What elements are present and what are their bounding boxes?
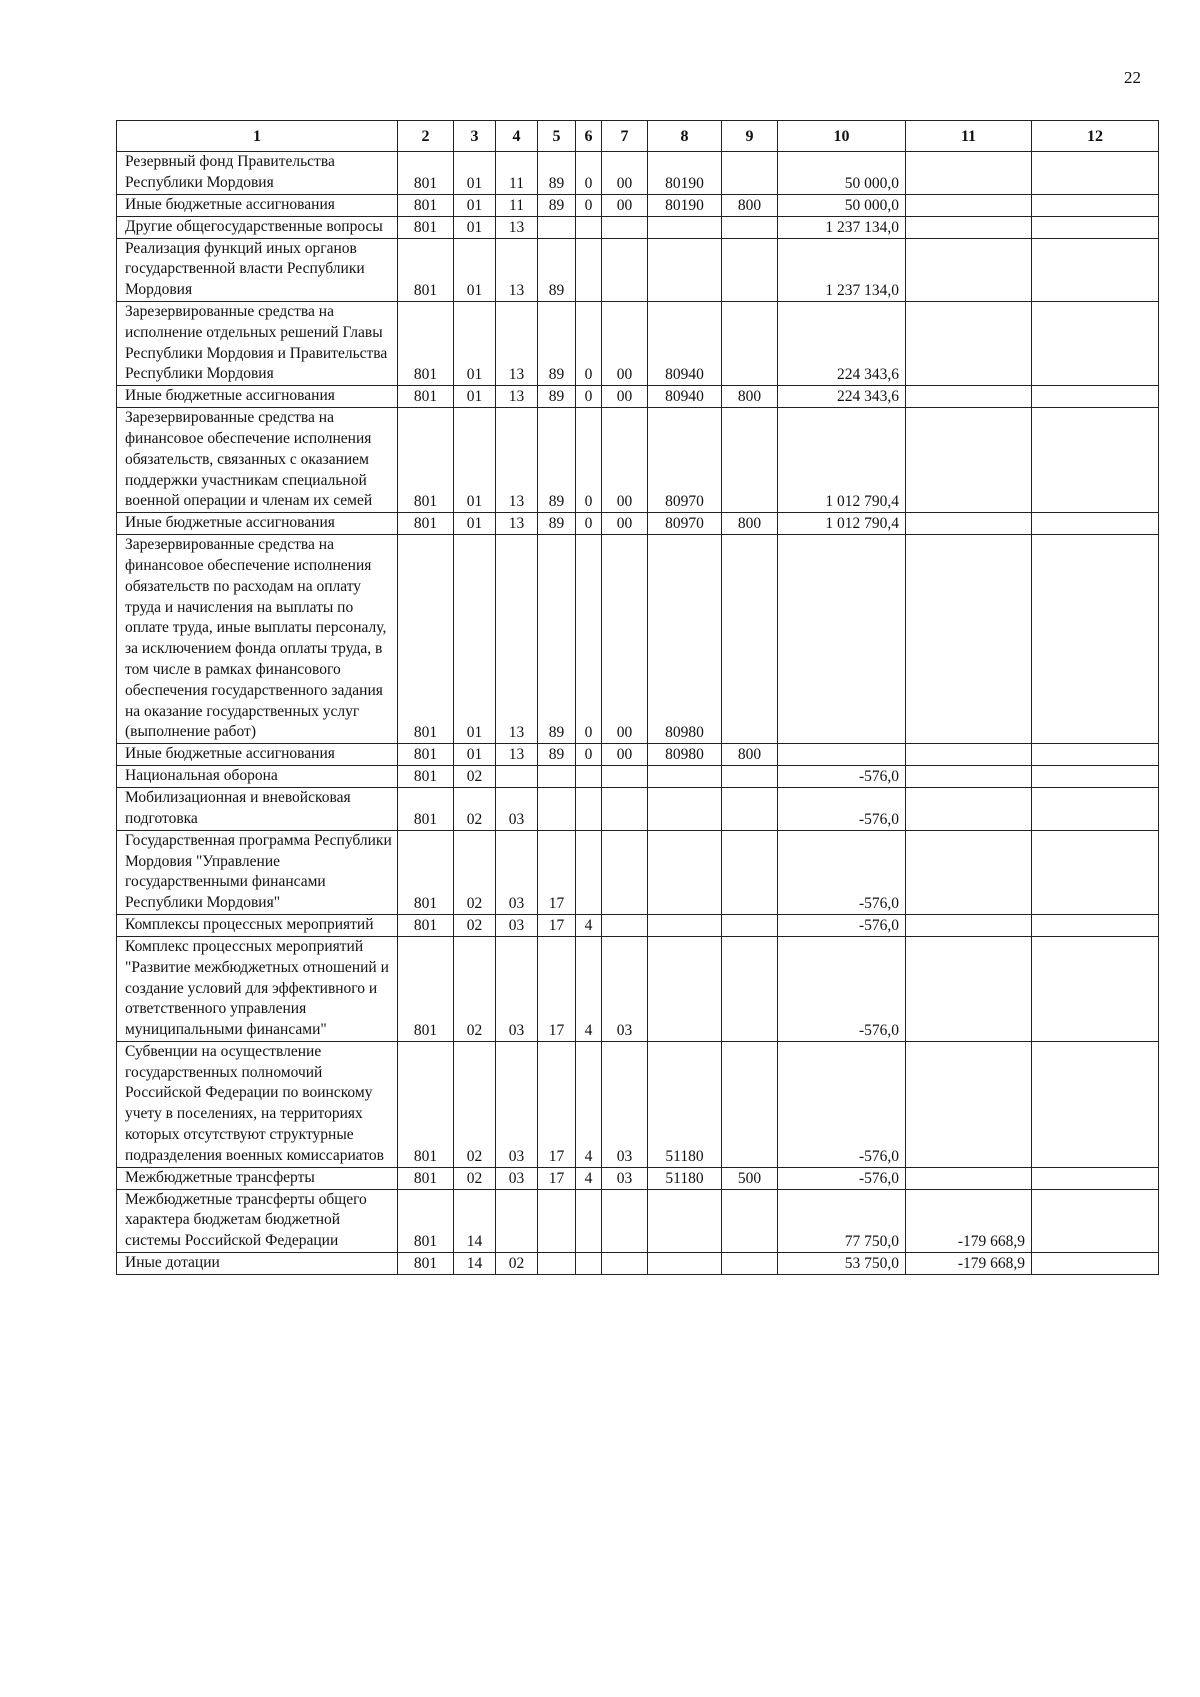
cell-col-11: [906, 936, 1032, 1041]
cell-name: Национальная оборона: [117, 766, 398, 788]
cell-col-7: [602, 216, 648, 238]
cell-col-11: [906, 152, 1032, 195]
cell-col-12: [1032, 216, 1159, 238]
cell-name: Комплекс процессных мероприятий "Развитие межбюджетных отношений и создание условий для эффективного и ответственного управления муниципальными финансами": [117, 936, 398, 1041]
cell-name: Иные бюджетные ассигнования: [117, 386, 398, 408]
cell-col-7: [602, 830, 648, 914]
cell-col-5: 89: [538, 386, 576, 408]
cell-col-4: 13: [496, 238, 538, 301]
cell-col-3: 01: [454, 408, 496, 513]
cell-name: Иные дотации: [117, 1253, 398, 1275]
cell-name: Зарезервированные средства на исполнение отдельных решений Главы Республики Мордовия и Правительства Республики Мордовия: [117, 301, 398, 385]
cell-col-8: 51180: [648, 1167, 722, 1189]
cell-col-5: 17: [538, 936, 576, 1041]
cell-name: Другие общегосударственные вопросы: [117, 216, 398, 238]
cell-col-12: [1032, 238, 1159, 301]
cell-col-5: [538, 788, 576, 831]
cell-col-7: 00: [602, 301, 648, 385]
cell-col-5: 89: [538, 535, 576, 744]
table-row: [117, 744, 1159, 766]
cell-col-9: [722, 216, 778, 238]
cell-col-7: [602, 1253, 648, 1275]
cell-col-4: 13: [496, 216, 538, 238]
cell-col-10: 224 343,6: [778, 386, 906, 408]
cell-col-9: [722, 1253, 778, 1275]
cell-col-11: [906, 535, 1032, 744]
cell-name: Иные бюджетные ассигнования: [117, 744, 398, 766]
cell-name: Реализация функций иных органов государственной власти Республики Мордовия: [117, 238, 398, 301]
cell-col-7: [602, 914, 648, 936]
cell-col-8: [648, 216, 722, 238]
cell-name: Зарезервированные средства на финансовое обеспечение исполнения обязательств, связанных с оказанием поддержки участникам специальной военной операции и членам их семей: [117, 408, 398, 513]
column-header-row: [117, 121, 1159, 152]
cell-col-9: [722, 914, 778, 936]
cell-col-12: [1032, 788, 1159, 831]
cell-col-7: 00: [602, 194, 648, 216]
cell-col-2: 801: [398, 535, 454, 744]
column-header: 7: [602, 121, 648, 152]
table-row: [117, 386, 1159, 408]
cell-col-8: [648, 788, 722, 831]
cell-col-4: 13: [496, 408, 538, 513]
cell-col-6: 4: [576, 1041, 602, 1167]
column-header: 2: [398, 121, 454, 152]
cell-col-6: [576, 238, 602, 301]
cell-col-2: 801: [398, 1041, 454, 1167]
cell-col-2: 801: [398, 1167, 454, 1189]
table-row: [117, 830, 1159, 914]
cell-col-9: 800: [722, 744, 778, 766]
cell-col-12: [1032, 1253, 1159, 1275]
cell-col-5: 89: [538, 301, 576, 385]
cell-col-6: 0: [576, 386, 602, 408]
cell-col-3: 02: [454, 914, 496, 936]
cell-col-10: 1 237 134,0: [778, 216, 906, 238]
cell-col-11: [906, 216, 1032, 238]
cell-col-8: 80980: [648, 535, 722, 744]
cell-col-12: [1032, 1041, 1159, 1167]
table-row: [117, 1041, 1159, 1167]
cell-col-6: [576, 830, 602, 914]
table-row: [117, 535, 1159, 744]
cell-col-11: [906, 766, 1032, 788]
cell-name: Межбюджетные трансферты общего характера бюджетам бюджетной системы Российской Федерации: [117, 1189, 398, 1252]
cell-col-2: 801: [398, 513, 454, 535]
table-row: [117, 194, 1159, 216]
cell-col-4: 13: [496, 513, 538, 535]
cell-col-2: 801: [398, 301, 454, 385]
table-row: [117, 408, 1159, 513]
cell-col-3: 01: [454, 535, 496, 744]
cell-col-10: 50 000,0: [778, 194, 906, 216]
cell-col-10: 1 237 134,0: [778, 238, 906, 301]
cell-col-5: 89: [538, 152, 576, 195]
cell-col-11: [906, 301, 1032, 385]
cell-col-7: [602, 766, 648, 788]
table-row: [117, 1167, 1159, 1189]
cell-col-11: [906, 830, 1032, 914]
cell-col-2: 801: [398, 914, 454, 936]
cell-col-9: [722, 936, 778, 1041]
cell-col-11: -179 668,9: [906, 1189, 1032, 1252]
cell-col-4: 11: [496, 152, 538, 195]
cell-col-5: 17: [538, 1041, 576, 1167]
table-row: [117, 1189, 1159, 1252]
cell-col-9: [722, 830, 778, 914]
cell-col-4: 13: [496, 744, 538, 766]
cell-col-7: 00: [602, 744, 648, 766]
cell-col-4: 03: [496, 914, 538, 936]
cell-col-8: [648, 1189, 722, 1252]
column-header: 5: [538, 121, 576, 152]
cell-col-3: 02: [454, 788, 496, 831]
cell-col-10: 224 343,6: [778, 301, 906, 385]
cell-col-12: [1032, 301, 1159, 385]
cell-col-8: 51180: [648, 1041, 722, 1167]
cell-col-9: [722, 766, 778, 788]
table-row: [117, 1253, 1159, 1275]
cell-col-2: 801: [398, 830, 454, 914]
cell-col-4: [496, 766, 538, 788]
cell-col-6: 0: [576, 152, 602, 195]
cell-col-6: [576, 1189, 602, 1252]
cell-col-10: 53 750,0: [778, 1253, 906, 1275]
cell-col-7: 00: [602, 513, 648, 535]
cell-col-3: 01: [454, 238, 496, 301]
cell-name: Комплексы процессных мероприятий: [117, 914, 398, 936]
cell-col-11: [906, 386, 1032, 408]
cell-col-9: [722, 788, 778, 831]
cell-col-12: [1032, 766, 1159, 788]
cell-col-10: 1 012 790,4: [778, 408, 906, 513]
cell-col-5: 17: [538, 1167, 576, 1189]
cell-col-11: -179 668,9: [906, 1253, 1032, 1275]
cell-col-2: 801: [398, 744, 454, 766]
cell-col-4: [496, 1189, 538, 1252]
cell-col-2: 801: [398, 1253, 454, 1275]
cell-col-7: [602, 238, 648, 301]
cell-name: Государственная программа Республики Мордовия "Управление государственными финансами Республики Мордовия": [117, 830, 398, 914]
cell-col-6: 0: [576, 408, 602, 513]
cell-col-11: [906, 1041, 1032, 1167]
cell-col-7: 03: [602, 1041, 648, 1167]
cell-col-11: [906, 194, 1032, 216]
column-header: 11: [906, 121, 1032, 152]
cell-col-2: 801: [398, 788, 454, 831]
budget-table: [116, 120, 1159, 1275]
cell-col-10: -576,0: [778, 936, 906, 1041]
column-header: 1: [117, 121, 398, 152]
cell-col-2: 801: [398, 1189, 454, 1252]
cell-col-10: 1 012 790,4: [778, 513, 906, 535]
cell-col-8: 80970: [648, 513, 722, 535]
cell-col-9: [722, 152, 778, 195]
cell-col-9: [722, 408, 778, 513]
cell-col-8: [648, 830, 722, 914]
cell-col-7: [602, 1189, 648, 1252]
cell-col-9: [722, 238, 778, 301]
cell-col-2: 801: [398, 408, 454, 513]
table-body: [117, 152, 1159, 1275]
cell-col-12: [1032, 513, 1159, 535]
cell-col-2: 801: [398, 216, 454, 238]
table-row: [117, 914, 1159, 936]
cell-col-6: [576, 788, 602, 831]
column-header: 3: [454, 121, 496, 152]
cell-col-4: 03: [496, 936, 538, 1041]
cell-col-2: 801: [398, 194, 454, 216]
cell-col-5: 89: [538, 513, 576, 535]
cell-col-10: [778, 535, 906, 744]
cell-col-11: [906, 914, 1032, 936]
cell-col-7: 03: [602, 1167, 648, 1189]
cell-col-10: -576,0: [778, 914, 906, 936]
table-row: [117, 216, 1159, 238]
cell-col-3: 01: [454, 301, 496, 385]
cell-col-4: 03: [496, 830, 538, 914]
cell-col-2: 801: [398, 766, 454, 788]
column-header: 4: [496, 121, 538, 152]
cell-col-9: 800: [722, 513, 778, 535]
cell-col-11: [906, 238, 1032, 301]
cell-col-8: 80190: [648, 194, 722, 216]
cell-col-6: 0: [576, 513, 602, 535]
cell-col-3: 01: [454, 744, 496, 766]
cell-col-9: 800: [722, 194, 778, 216]
cell-col-6: [576, 766, 602, 788]
cell-col-5: [538, 216, 576, 238]
cell-col-10: -576,0: [778, 1041, 906, 1167]
cell-col-9: [722, 1189, 778, 1252]
cell-col-4: 13: [496, 535, 538, 744]
cell-col-5: 17: [538, 914, 576, 936]
cell-col-12: [1032, 744, 1159, 766]
cell-name: Субвенции на осуществление государственных полномочий Российской Федерации по воинскому учету в поселениях, на территориях которых отсутствуют структурные подразделения военных комиссариатов: [117, 1041, 398, 1167]
cell-col-8: [648, 238, 722, 301]
cell-col-3: 02: [454, 936, 496, 1041]
cell-col-6: 0: [576, 744, 602, 766]
column-header: 9: [722, 121, 778, 152]
cell-col-12: [1032, 914, 1159, 936]
cell-col-3: 01: [454, 216, 496, 238]
cell-col-12: [1032, 1167, 1159, 1189]
cell-col-12: [1032, 535, 1159, 744]
cell-col-6: 0: [576, 194, 602, 216]
cell-col-12: [1032, 936, 1159, 1041]
cell-col-3: 01: [454, 386, 496, 408]
table-row: [117, 513, 1159, 535]
cell-col-8: 80970: [648, 408, 722, 513]
cell-col-2: 801: [398, 152, 454, 195]
cell-col-6: [576, 1253, 602, 1275]
cell-name: Мобилизационная и вневойсковая подготовка: [117, 788, 398, 831]
cell-col-3: 02: [454, 1167, 496, 1189]
cell-col-7: [602, 788, 648, 831]
cell-col-5: 89: [538, 238, 576, 301]
cell-col-12: [1032, 152, 1159, 195]
cell-col-6: 4: [576, 1167, 602, 1189]
cell-name: Межбюджетные трансферты: [117, 1167, 398, 1189]
cell-col-3: 14: [454, 1253, 496, 1275]
cell-col-3: 02: [454, 766, 496, 788]
cell-col-7: 03: [602, 936, 648, 1041]
cell-col-6: 0: [576, 535, 602, 744]
cell-col-10: 77 750,0: [778, 1189, 906, 1252]
cell-col-10: -576,0: [778, 766, 906, 788]
cell-col-3: 01: [454, 194, 496, 216]
cell-col-5: 89: [538, 744, 576, 766]
cell-col-6: 4: [576, 914, 602, 936]
cell-name: Иные бюджетные ассигнования: [117, 194, 398, 216]
cell-col-4: 11: [496, 194, 538, 216]
cell-col-6: [576, 216, 602, 238]
cell-col-7: 00: [602, 152, 648, 195]
cell-col-6: 0: [576, 301, 602, 385]
cell-col-4: 03: [496, 1041, 538, 1167]
cell-col-3: 01: [454, 152, 496, 195]
cell-col-5: [538, 1253, 576, 1275]
cell-col-9: [722, 1041, 778, 1167]
cell-col-3: 02: [454, 830, 496, 914]
cell-col-8: [648, 766, 722, 788]
cell-col-4: 02: [496, 1253, 538, 1275]
cell-col-2: 801: [398, 238, 454, 301]
cell-col-9: [722, 301, 778, 385]
table-row: [117, 936, 1159, 1041]
table-row: [117, 152, 1159, 195]
cell-col-8: [648, 914, 722, 936]
column-header: 12: [1032, 121, 1159, 152]
cell-col-7: 00: [602, 408, 648, 513]
cell-col-7: 00: [602, 535, 648, 744]
page-number: 22: [1124, 68, 1141, 87]
cell-col-5: [538, 1189, 576, 1252]
cell-name: Зарезервированные средства на финансовое обеспечение исполнения обязательств по расходам на оплату труда и начисления на выплаты по оплате труда, иные выплаты персоналу, за исключением фонда оплаты труда, в том числе в рамках финансового обеспечения государственного задания на оказание государственных услуг (выполнение работ): [117, 535, 398, 744]
cell-col-12: [1032, 408, 1159, 513]
cell-col-8: 80940: [648, 386, 722, 408]
cell-col-10: [778, 744, 906, 766]
cell-col-5: 89: [538, 194, 576, 216]
cell-col-11: [906, 1167, 1032, 1189]
cell-col-10: -576,0: [778, 1167, 906, 1189]
cell-col-12: [1032, 830, 1159, 914]
cell-col-10: -576,0: [778, 830, 906, 914]
cell-col-2: 801: [398, 386, 454, 408]
table-row: [117, 766, 1159, 788]
cell-col-4: 03: [496, 1167, 538, 1189]
cell-col-12: [1032, 1189, 1159, 1252]
cell-col-8: [648, 936, 722, 1041]
cell-col-10: -576,0: [778, 788, 906, 831]
column-header: 10: [778, 121, 906, 152]
cell-col-3: 02: [454, 1041, 496, 1167]
cell-col-3: 01: [454, 513, 496, 535]
column-header: 6: [576, 121, 602, 152]
cell-col-11: [906, 513, 1032, 535]
cell-col-8: 80940: [648, 301, 722, 385]
cell-col-11: [906, 744, 1032, 766]
cell-col-11: [906, 408, 1032, 513]
cell-col-8: 80980: [648, 744, 722, 766]
table-row: [117, 788, 1159, 831]
cell-col-5: 17: [538, 830, 576, 914]
cell-col-3: 14: [454, 1189, 496, 1252]
cell-col-5: [538, 766, 576, 788]
cell-col-7: 00: [602, 386, 648, 408]
cell-col-12: [1032, 194, 1159, 216]
cell-col-10: 50 000,0: [778, 152, 906, 195]
cell-col-12: [1032, 386, 1159, 408]
cell-col-8: 80190: [648, 152, 722, 195]
cell-col-4: 13: [496, 386, 538, 408]
cell-col-2: 801: [398, 936, 454, 1041]
cell-name: Иные бюджетные ассигнования: [117, 513, 398, 535]
cell-col-11: [906, 788, 1032, 831]
cell-col-8: [648, 1253, 722, 1275]
cell-col-4: 03: [496, 788, 538, 831]
table-row: [117, 238, 1159, 301]
column-header: 8: [648, 121, 722, 152]
table-row: [117, 301, 1159, 385]
cell-col-9: [722, 535, 778, 744]
cell-col-4: 13: [496, 301, 538, 385]
cell-col-9: 500: [722, 1167, 778, 1189]
cell-col-6: 4: [576, 936, 602, 1041]
cell-col-9: 800: [722, 386, 778, 408]
cell-col-5: 89: [538, 408, 576, 513]
cell-name: Резервный фонд Правительства Республики Мордовия: [117, 152, 398, 195]
